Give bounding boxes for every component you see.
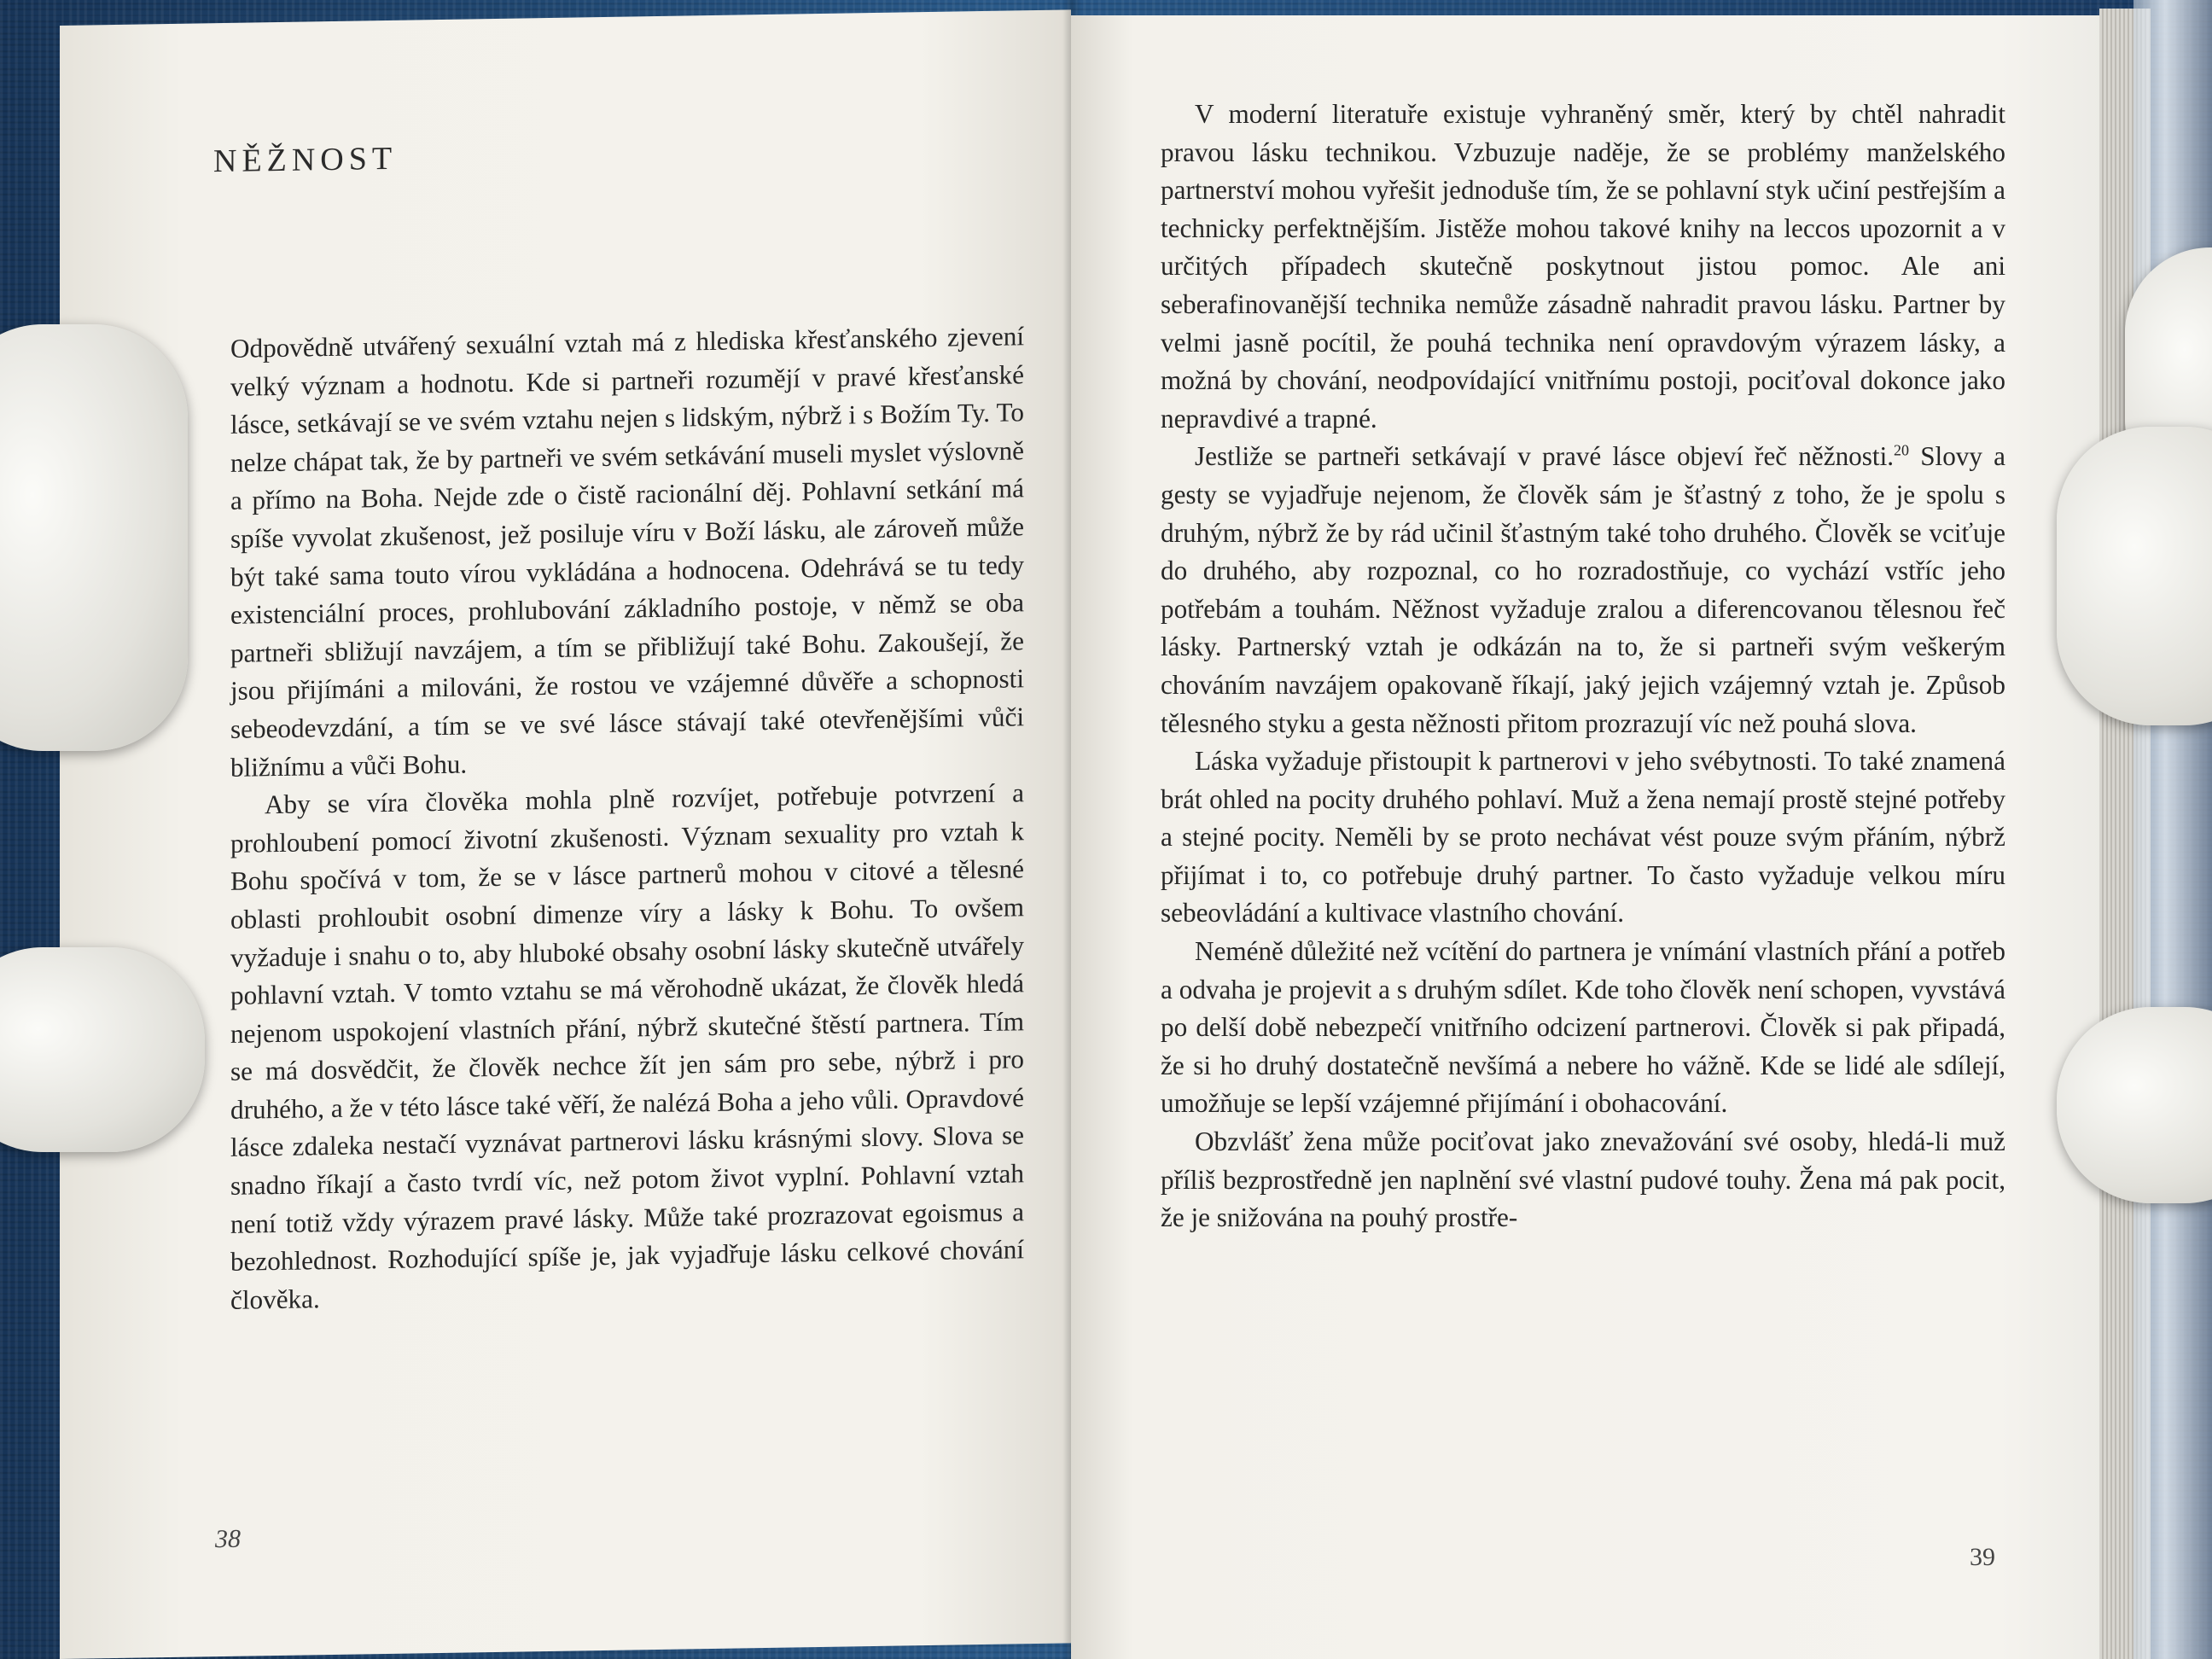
right-page: [1071, 15, 2104, 1659]
paragraph: V moderní literatuře existuje vyhraněný směr, který by chtěl nahradit pravou lásku technikou. Vzbuzuje naděje, že se problémy manželského partnerství mohou vyřešit jednoduše tím, že se pohlavní styk učiní pestřejším a technicky perfektnějším. Jistěže mohou takové knihy na leccos upozornit a v určitých případech skutečně poskytnout jistou pomoc. Ale ani seberafinovanější technika nemůže zásadně nahradit pravou lásku. Partner by velmi jasně pocítil, že pouhá technika není opravdovým výrazem lásky, a možná by chování, neodpovídající vnitřnímu postoji, pociťoval dokonce jako nepravdivé a trapné.: [1161, 99, 2005, 434]
paragraph-start: Jestliže se partneři setkávají v pravé lásce objeví řeč něžnosti.: [1195, 441, 1895, 472]
left-page-text: [230, 317, 1024, 1319]
paragraph: Obzvlášť žena může pociťovat jako znevažování své osoby, hledá-li muž příliš bezprostředně jen naplnění své vlastní pudové touhy. Žena má pak pocit, že je snižována na pouhý prostře-: [1161, 1126, 2005, 1233]
footnote-marker: 20: [1894, 441, 1910, 459]
page-number: 38: [215, 1524, 241, 1554]
paragraph: [1161, 438, 2005, 742]
glove-finger-left-bottom: [0, 947, 205, 1152]
left-page: [60, 9, 1071, 1659]
paragraph: Aby se víra člověka mohla plně rozvíjet, potřebuje potvrzení a prohloubení pomocí životní zkušenosti. Význam sexuality pro vztah k Bohu spočívá v tom, že se v lásce partnerů mohou v citové a tělesné oblasti prohloubit osobní dimenze víry a lásky k Bohu. To ovšem vyžaduje i snahu o to, aby hluboké obsahy osobní lásky skutečně utvářely pohlavní vztah. V tomto vztahu se má věrohodně ukázat, že člověk hledá nejenom uspokojení vlastních přání, nýbrž skutečné štěstí partnera. Tím se má dosvědčit, že člověk nechce žít jen sám pro sebe, nýbrž i pro druhého, a že v této lásce také věří, že nalézá Boha a jeho vůli. Opravdové lásce zdaleka nestačí vyznávat partnerovi lásku krásnými slovy. Slova se snadno říkají a často tvrdí víc, než potom život vyplní. Pohlavní vztah není totiž vždy výrazem pravé lásky. Může také prozrazovat egoismus a bezohlednost. Rozhodující spíše je, jak vyjadřuje lásku celkové chování člověka.: [230, 777, 1024, 1315]
paragraph: Láska vyžaduje přistoupit k partnerovi v jeho svébytnosti. To také znamená brát ohled na pocity druhého pohlaví. Muž a žena nemají prostě stejné potřeby a stejné pocity. Neměli by se proto nechávat vést pouze svým přáním, nýbrž přijímat i to, co potřebuje druhý partner. To často vyžaduje velkou míru sebeovládání a kultivace vlastního chování.: [1161, 746, 2005, 928]
paragraph: Neméně důležité než vcítění do partnera je vnímání vlastních přání a potřeb a odvaha je projevit a s druhým sdílet. Kde toho člověk není schopen, vyvstává po delší době nebezpečí vnitřního odcizení partnerovi. Člověk si pak připadá, že si ho druhý dostatečně nevšímá a nebere ho vážně. Kde se lidé ale sdílejí, umožňuje se lepší vzájemné přijímání i obohacování.: [1161, 936, 2005, 1119]
glove-finger-left-top: [0, 324, 188, 751]
chapter-title: NĚŽNOST: [213, 140, 398, 180]
glove-finger-right-middle: [2057, 427, 2212, 725]
right-page-text: [1161, 96, 2005, 1237]
paragraph-rest: Slovy a gesty se vyjadřuje nejenom, že člověk sám je šťastný z toho, že je spolu s druhým, nýbrž že by rád učinil šťastným také toho druhého. Člověk se vciťuje do druhého, aby rozpoznal, co ho rozradostňuje, co vychází vstříc jeho potřebám a touhám. Něžnost vyžaduje zralou a diferencovanou tělesnou řeč lásky. Partnerský vztah je odkázán na to, že si partneři svým veškerým chováním navzájem opakovaně říkají, jaký jejich vzájemný vztah je. Způsob tělesného styku a gesta něžnosti přitom prozrazují víc než pouhá slova.: [1161, 441, 2005, 738]
page-number: 39: [1970, 1543, 1995, 1571]
paragraph: Odpovědně utvářený sexuální vztah má z hlediska křesťanského zjevení velký význam a hodnotu. Kde si partneři rozumějí v pravé křesťanské lásce, setkávají se ve svém vztahu nejen s lidským, nýbrž i s Božím Ty. To nelze chápat tak, že by partneři ve svém setkávání museli myslet výslovně a přímo na Boha. Nejde zde o čistě racionální děj. Pohlavní setkání má spíše vyvolat zkušenost, jež posiluje víru v Boží lásku, ale zároveň může být také sama touto vírou vykládána a hodnocena. Odehrává se tu tedy existenciální proces, prohlubování základního postoje, v němž se oba partneři sbližují navzájem, a tím se přibližují také Bohu. Zakoušejí, že jsou přijímáni a milováni, že rostou ve vzájemné důvěře a schopnosti sebeodevzdání, a tím se ve své lásce stávají také otevřenějšími vůči bližnímu a vůči Bohu.: [230, 321, 1024, 783]
